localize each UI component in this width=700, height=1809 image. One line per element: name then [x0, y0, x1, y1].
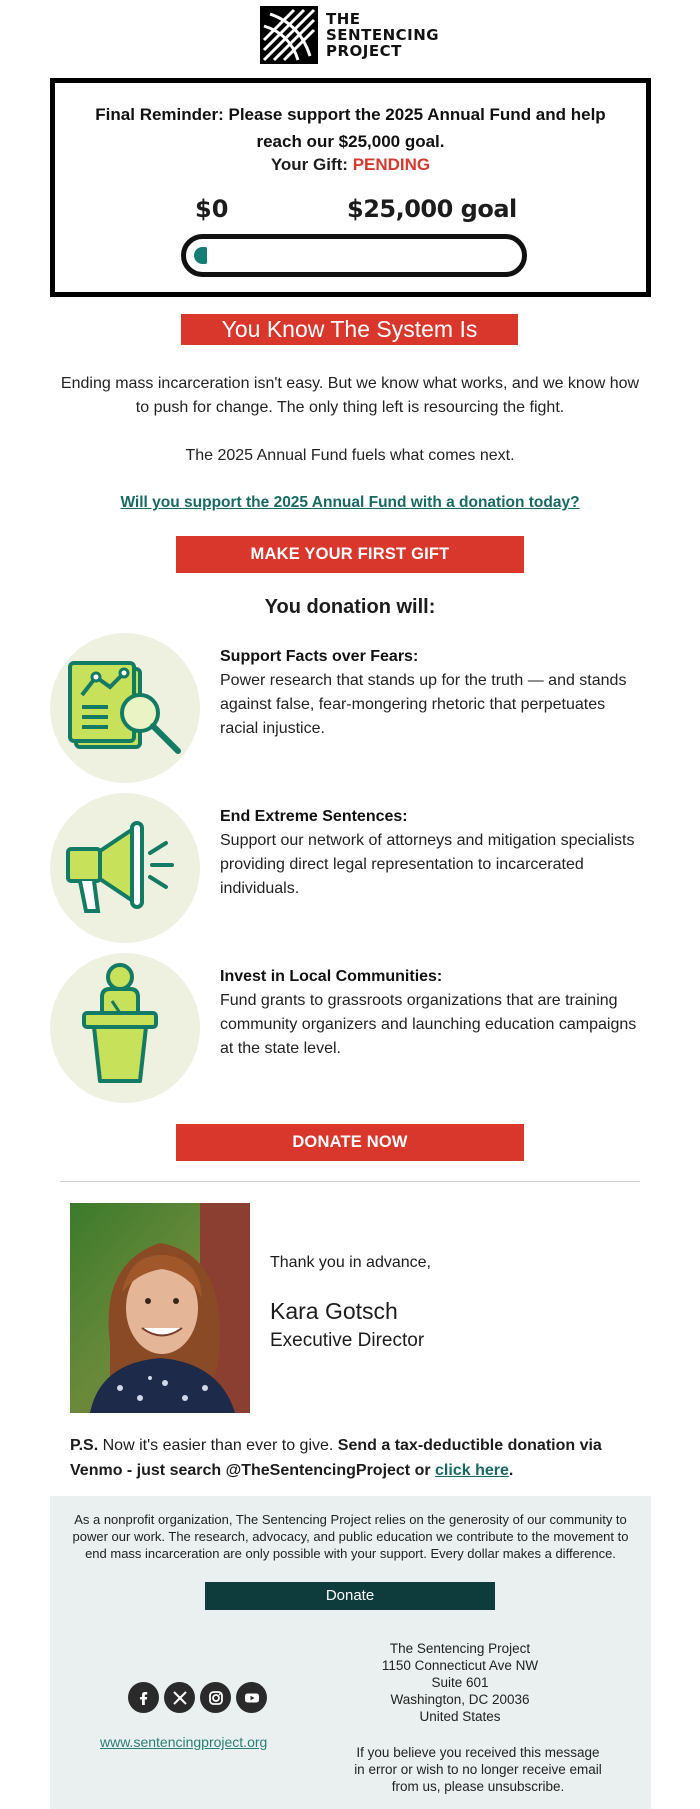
feature-body: Support our network of attorneys and mitigation specialists providing direct legal representation to incarcerated individuals.	[220, 832, 635, 897]
support-link[interactable]: Will you support the 2025 Annual Fund with a donation today?	[120, 494, 580, 511]
logo-text: THE SENTENCING PROJECT	[326, 10, 440, 60]
feature-title: Invest in Local Communities:	[220, 968, 443, 985]
address-line: 1150 Connecticut Ave NW	[381, 1658, 539, 1673]
unsubscribe-text[interactable]: If you believe you received this message in error or wish to no longer receive email from us, please unsubscribe.	[354, 1745, 602, 1794]
fuels-paragraph: The 2025 Annual Fund fuels what comes next.	[185, 447, 515, 464]
reminder-title: Final Reminder: Please support the 2025 Annual Fund and help reach our $25,000 goal.	[95, 105, 606, 151]
feature-title: Support Facts over Fears:	[220, 648, 419, 665]
website-link[interactable]: www.sentencingproject.org	[100, 1734, 268, 1750]
divider	[60, 1181, 640, 1182]
feature-title: End Extreme Sentences:	[220, 808, 408, 825]
megaphone-icon	[50, 793, 200, 943]
address-line: Suite 601	[431, 1675, 489, 1690]
progress-bar	[181, 234, 527, 277]
gift-status	[55, 155, 646, 175]
venmo-click-here-link[interactable]: click here	[435, 1462, 509, 1479]
ps-label: P.S.	[70, 1437, 99, 1454]
gift-label: Your Gift:	[270, 155, 348, 174]
feature-facts	[220, 645, 640, 741]
feature-body: Fund grants to grassroots organizations that are training community organizers and launching education campaigns at the state level.	[220, 992, 637, 1057]
feature-icon-circle	[50, 953, 200, 1103]
feature-communities	[220, 965, 640, 1061]
headline: You Know The System Is Broken.	[181, 314, 518, 345]
facebook-icon[interactable]	[128, 1682, 159, 1713]
progress-start-label: $0	[195, 195, 229, 223]
postscript	[70, 1433, 640, 1483]
thanks-text: Thank you in advance,	[270, 1254, 431, 1271]
donate-now-button[interactable]: DONATE NOW	[176, 1124, 524, 1161]
footer-text: As a nonprofit organization, The Sentencing Project relies on the generosity of our community to power our work. The research, advocacy, and public education we contribute to the movement to end mass incarceration are only possible with your support. Every dollar makes a difference.	[72, 1512, 629, 1561]
ps-text: Now it's easier than ever to give.	[98, 1437, 338, 1454]
sentencing-project-logo[interactable]	[260, 4, 450, 66]
footer-donate-button[interactable]: Donate	[205, 1582, 495, 1610]
gift-status-value: PENDING	[352, 155, 431, 174]
instagram-icon[interactable]	[200, 1682, 231, 1713]
feature-icon-circle	[50, 633, 200, 783]
donation-will-title: You donation will:	[264, 596, 436, 618]
reminder-box	[50, 78, 651, 297]
intro-paragraph: Ending mass incarceration isn't easy. But we know what works, and we know how to push for change. The only thing left is resourcing the fight.	[60, 375, 640, 416]
signature-name: Kara Gotsch	[270, 1298, 398, 1324]
footer	[50, 1496, 651, 1809]
progress-goal-label: $25,000 goal	[347, 195, 517, 223]
social-links	[128, 1682, 267, 1713]
youtube-icon[interactable]	[236, 1682, 267, 1713]
executive-director-photo	[70, 1203, 250, 1413]
make-first-gift-button[interactable]: MAKE YOUR FIRST GIFT	[176, 536, 524, 573]
feature-sentences	[220, 805, 640, 901]
ps-end: .	[508, 1462, 514, 1479]
podium-speaker-icon	[50, 953, 200, 1103]
logo-mark-icon	[260, 6, 318, 64]
address-line: Washington, DC 20036	[390, 1692, 530, 1707]
signature-title: Executive Director	[270, 1330, 425, 1351]
x-icon[interactable]	[164, 1682, 195, 1713]
progress-bar-fill	[194, 247, 207, 264]
mailing-address	[380, 1640, 540, 1725]
feature-body: Power research that stands up for the truth — and stands against false, fear-mongering rhetoric that perpetuates racial injustice.	[220, 672, 627, 737]
ps-bold-text: Send a tax-deductible donation via Venmo - just search @TheSentencingProject or	[70, 1437, 602, 1479]
address-line: United States	[419, 1709, 501, 1724]
address-line: The Sentencing Project	[389, 1641, 531, 1656]
feature-icon-circle	[50, 793, 200, 943]
research-report-icon	[50, 633, 200, 783]
